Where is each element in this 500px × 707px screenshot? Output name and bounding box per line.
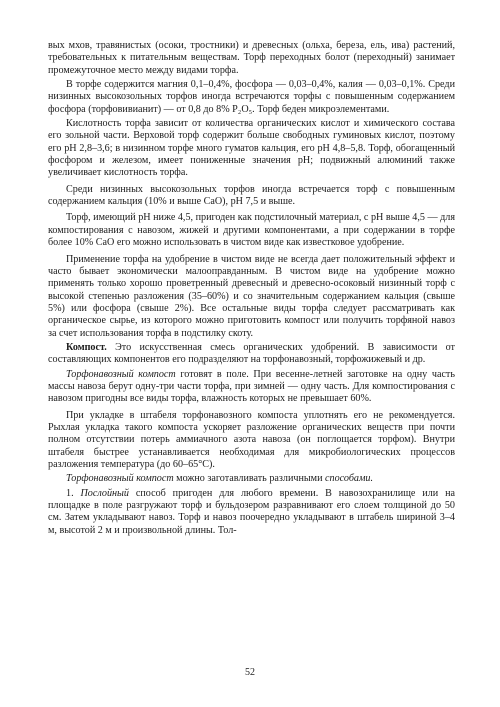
paragraph-peat-manure-compost — [48, 369, 455, 406]
paragraph-peat-ph-usage: Торф, имеющий pH ниже 4,5, пригоден как подстилочный материал, с pH выше 4,5 — для компостирования с навозом, жижей и другими компонентами, а при содержании в торфе более 10% CaO его можно использовать в чистом виде как известковое удобрение. — [48, 212, 455, 249]
paragraph-peat-composition: В торфе содержится магния 0,1–0,4%, фосфора — 0,03–0,4%, калия — 0,03–0,1%. Среди низинных высокозольных торфов иногда встречаются торфы с повышенным содержанием фосфора (торфовивианит) — от 0,8 до 8% P₂O₅. Торф беден микроэлементами. — [48, 79, 455, 115]
text-compost: Это искусственная смесь органических удобрений. В зависимости от составляющих компонентов его подразделяют на торфонавозный, торфожижевый и др. — [48, 341, 455, 366]
term-compost: Компост. — [66, 341, 107, 353]
paragraph-layered-method — [48, 488, 455, 537]
paragraph-compost-definition — [48, 342, 455, 367]
paragraph-peat-types: вых мхов, травянистых (осоки, тростники) и древесных (ольха, береза, ель, ива) растений, требовательных к питательным веществам. Торф переходных болот (переходный) занимает промежуточное место между видами торфа. — [48, 40, 455, 76]
paragraph-peat-fertilizer: Применение торфа на удобрение в чистом виде не всегда дает положительный эффект и часто бывает экономически малооправданным. В чистом виде на удобрение можно применять только хорошо проветренный древесный и древесно-осоковый низинный торф с высокой степенью разложения (35–60%) и со значительным содержанием кальция (свыше 5%) или фосфора (свыше 2%). Все остальные виды торфа следует рассматривать как органическое сырье, из которого можно приготовить компост или получить торфяной навоз за счет использования торфа в подстилку скоту. — [48, 253, 455, 339]
text-peat-manure-compost: готовят в поле. При весенне-летней заготовке на одну часть массы навоза берут одну-три части торфа, при зимней — одну часть. Для компостирования с навозом пригодны все виды торфа, влажность которых не превышает 60%. — [48, 368, 455, 405]
term-peat-manure-compost: Торфонавозный компост — [66, 368, 176, 380]
list-number: 1. — [66, 487, 81, 499]
paragraph-stacking: При укладке в штабеля торфонавозного компоста уплотнять его не рекомендуется. Рыхлая укладка такого компоста ускоряет разложение органических веществ при почти полном отсутствии потерь аммиачного азота навоза (он поглощается торфом). Внутри штабеля быстрее устанавливается необходимая для микробиологических процессов разложения температура (до 60–65°С). — [48, 409, 455, 470]
term-methods: способами. — [325, 473, 374, 485]
term-layered: Послойный — [80, 487, 129, 499]
paragraph-methods — [48, 473, 455, 485]
term-peat-manure-compost-2: Торфонавозный компост — [66, 473, 174, 485]
text-methods: можно заготавливать различными — [173, 473, 326, 485]
page-number: 52 — [245, 667, 255, 678]
text-layered: способ пригоден для любого времени. В навозохранилище или на площадке в поле разгружают торф и бульдозером разравнивают его слоем толщиной до 50 см. Затем укладывают навоз. Торф и навоз поочередно укладывают в штабель шириной 3–4 м, высотой 2 м и произвольной длины. Тол- — [48, 487, 455, 536]
page-body — [48, 40, 455, 539]
paragraph-peat-acidity: Кислотность торфа зависит от количества органических кислот и химического состава его зольной части. Верховой торф содержит больше свободных гуминовых кислот, поэтому его pH 2,8–3,6; в низинном торфе много гуматов кальция, его pH 4,8–5,8. Торф, обогащенный фосфором и железом, имеет пониженные значения pH; подвижный алюминий также увеличивает кислотность торфа. — [48, 118, 455, 179]
paragraph-calcium-peat: Среди низинных высокозольных торфов иногда встречается торф с повышенным содержанием кальция (10% и выше CaO), pH 7,5 и выше. — [48, 183, 455, 208]
